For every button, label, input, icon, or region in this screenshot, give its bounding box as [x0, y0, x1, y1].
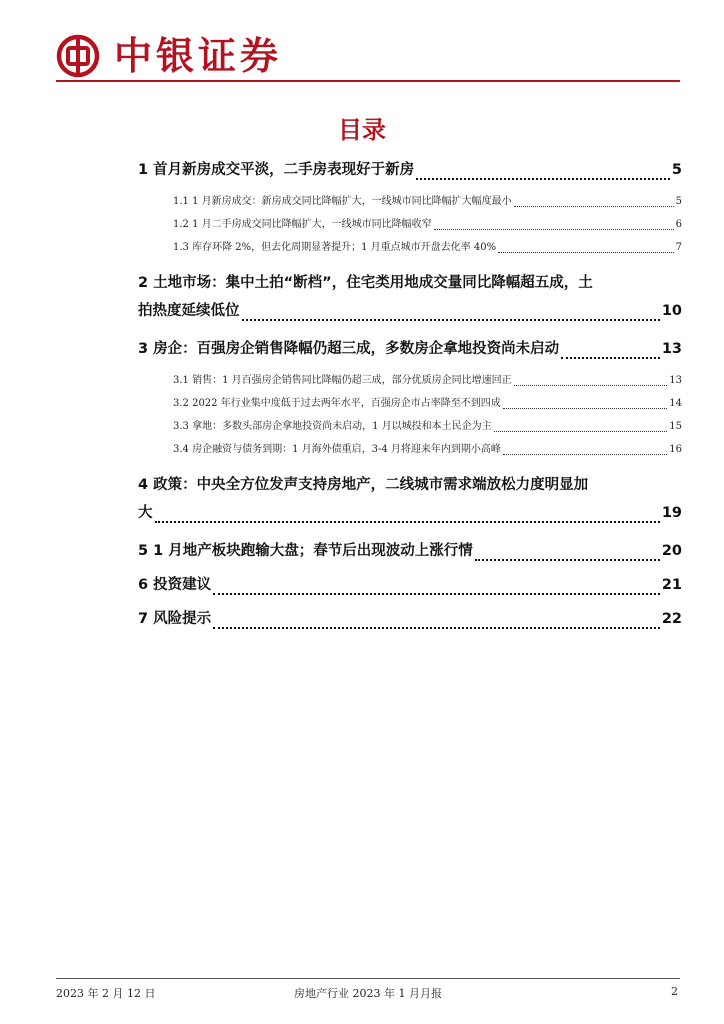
toc-entry-page: 16 — [669, 444, 682, 455]
toc-entry[interactable] — [138, 605, 682, 633]
toc-entry-label-continued: 大 — [138, 505, 153, 521]
page-title: 目录 — [338, 116, 386, 144]
toc-entry[interactable] — [173, 369, 682, 392]
page-footer — [56, 978, 680, 1001]
leader-dots — [503, 454, 667, 455]
bank-of-china-logo-icon — [56, 34, 100, 78]
toc-entry[interactable] — [138, 335, 682, 363]
toc-entry-label: 1.1 1 月新房成交：新房成交同比降幅扩大，一线城市同比降幅扩大幅度最小 — [173, 196, 512, 207]
leader-dots — [561, 357, 660, 359]
leader-dots — [213, 593, 660, 595]
leader-dots — [498, 252, 674, 253]
leader-dots — [503, 408, 668, 409]
toc-entry[interactable] — [173, 392, 682, 415]
table-of-contents — [138, 156, 682, 633]
toc-entry[interactable] — [138, 537, 682, 565]
toc-entry-label: 1.3 库存环降 2%，但去化周期显著提升；1 月重点城市开盘去化率 40% — [173, 242, 497, 253]
toc-entry[interactable] — [138, 571, 682, 599]
toc-entry-label: 1.2 1 月二手房成交同比降幅扩大，一线城市同比降幅收窄 — [173, 219, 432, 230]
footer-page-number: 2 — [671, 985, 678, 998]
toc-entry-label: 3 房企：百强房企销售降幅仍超三成，多数房企拿地投资尚未启动 — [138, 341, 560, 357]
leader-dots — [494, 431, 668, 432]
page-header — [56, 28, 680, 84]
toc-entry-page: 13 — [669, 375, 682, 386]
toc-entry-label: 3.4 房企融资与债务到期：1 月海外债重启，3-4 月将迎来年内到期小高峰 — [173, 444, 501, 455]
toc-entry-page: 14 — [669, 398, 682, 409]
toc-entry[interactable] — [173, 190, 682, 213]
toc-entry-page: 22 — [661, 611, 682, 627]
toc-entry-label: 3.1 销售：1 月百强房企销售同比降幅仍超三成，部分优质房企同比增速回正 — [173, 375, 512, 386]
toc-entry-page: 20 — [661, 543, 682, 559]
leader-dots — [416, 178, 670, 180]
toc-entry-page: 15 — [669, 421, 682, 432]
toc-entry-label: 4 政策：中央全方位发声支持房地产，二线城市需求端放松力度明显加 — [138, 477, 589, 493]
toc-entry[interactable] — [173, 236, 682, 259]
footer-date: 2023 年 2 月 12 日 — [56, 987, 156, 1000]
toc-entry-page: 6 — [675, 219, 682, 230]
leader-dots — [155, 521, 660, 523]
leader-dots — [242, 319, 660, 321]
toc-entry-page: 19 — [661, 505, 682, 521]
toc-entry[interactable] — [138, 471, 682, 527]
leader-dots — [514, 206, 674, 207]
toc-entry[interactable] — [138, 269, 682, 325]
toc-entry[interactable] — [138, 156, 682, 184]
leader-dots — [213, 627, 660, 629]
toc-entry-label: 5 1 月地产板块跑输大盘；春节后出现波动上涨行情 — [138, 543, 473, 559]
toc-entry[interactable] — [173, 213, 682, 236]
brand-name: 中银证券 — [114, 33, 283, 78]
footer-report-title: 房地产行业 2023 年 1 月月报 — [294, 987, 442, 1000]
toc-entry-label: 3.3 拿地：多数头部房企拿地投资尚未启动，1 月以城投和本土民企为主 — [173, 421, 492, 432]
header-rule — [56, 80, 680, 82]
leader-dots — [475, 559, 660, 561]
leader-dots — [514, 385, 668, 386]
toc-entry-label-continued: 拍热度延续低位 — [138, 303, 240, 319]
toc-entry-page: 5 — [671, 162, 682, 178]
toc-entry-label: 6 投资建议 — [138, 577, 212, 593]
toc-entry-label: 2 土地市场：集中土拍“断档”，住宅类用地成交量同比降幅超五成，土 — [138, 275, 593, 291]
toc-entry-label: 1 首月新房成交平淡，二手房表现好于新房 — [138, 162, 415, 178]
toc-entry[interactable] — [173, 438, 682, 461]
toc-entry[interactable] — [173, 415, 682, 438]
toc-entry-page: 5 — [675, 196, 682, 207]
toc-entry-label: 3.2 2022 年行业集中度低于过去两年水平，百强房企市占率降至不到四成 — [173, 398, 501, 409]
toc-entry-page: 13 — [661, 341, 682, 357]
leader-dots — [434, 229, 674, 230]
toc-entry-page: 10 — [661, 303, 682, 319]
toc-entry-page: 7 — [675, 242, 682, 253]
toc-entry-label: 7 风险提示 — [138, 611, 212, 627]
toc-entry-page: 21 — [661, 577, 682, 593]
